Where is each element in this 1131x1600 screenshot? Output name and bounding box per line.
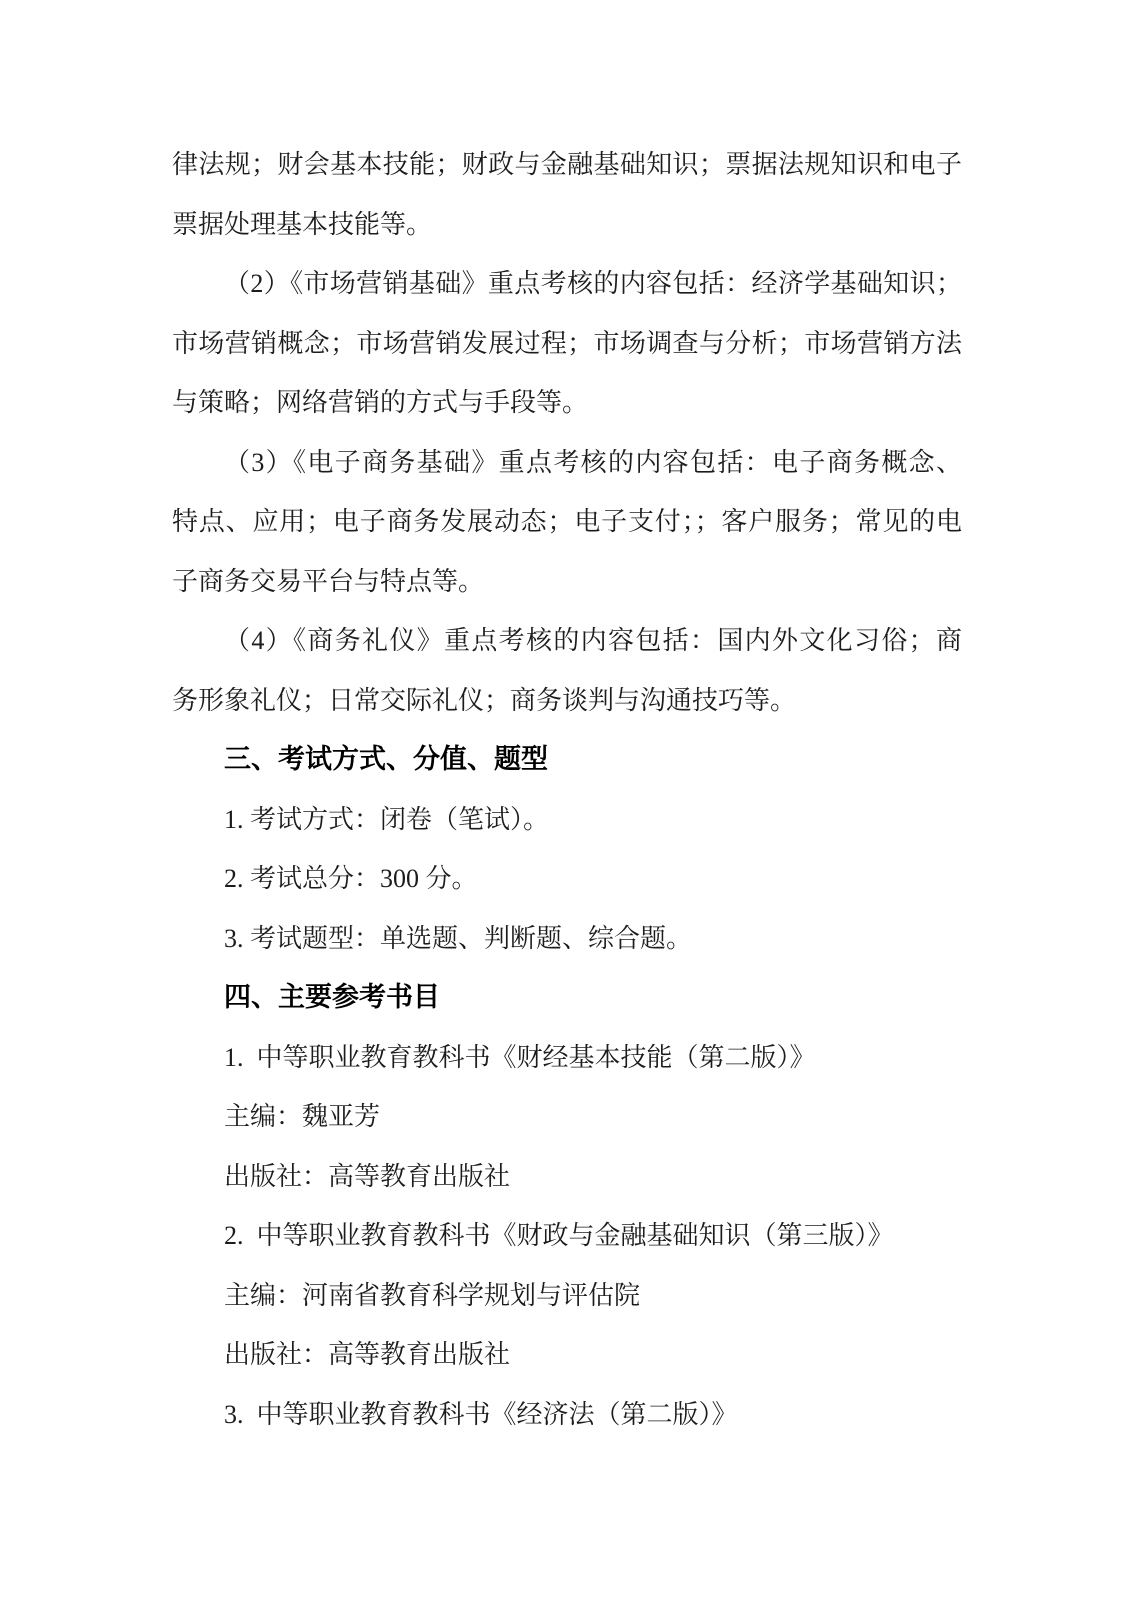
document-line: （4）《商务礼仪》重点考核的内容包括：国内外文化习俗；商 <box>224 626 962 655</box>
document-line: （2）《市场营销基础》重点考核的内容包括：经济学基础知识； <box>224 269 962 298</box>
document-line: 与策略；网络营销的方式与手段等。 <box>172 388 589 417</box>
document-line: 2. 中等职业教育教科书《财政与金融基础知识（第三版）》 <box>224 1221 894 1250</box>
document-content <box>172 135 962 1444</box>
document-line: 3. 中等职业教育教科书《经济法（第二版）》 <box>224 1399 738 1429</box>
document-line: 1. 考试方式：闭卷（笔试）。 <box>224 804 550 834</box>
document-line: 市场营销概念；市场营销发展过程；市场调查与分析；市场营销方法 <box>172 328 962 358</box>
document-line: 主编：魏亚芳 <box>224 1102 381 1131</box>
document-line: （3）《电子商务基础》重点考核的内容包括：电子商务概念、 <box>224 447 962 477</box>
section-heading: 三、考试方式、分值、题型 <box>224 744 548 774</box>
document-line: 1. 中等职业教育教科书《财经基本技能（第二版）》 <box>224 1042 816 1072</box>
document-line: 特点、应用；电子商务发展动态；电子支付；；客户服务；常见的电 <box>172 507 962 536</box>
document-line: 子商务交易平台与特点等。 <box>172 566 485 596</box>
document-line: 律法规；财会基本技能；财政与金融基础知识；票据法规知识和电子 <box>172 150 962 179</box>
document-line: 票据处理基本技能等。 <box>172 209 433 239</box>
document-line: 2. 考试总分：300 分。 <box>224 864 478 893</box>
document-line: 务形象礼仪；日常交际礼仪；商务谈判与沟通技巧等。 <box>172 685 797 715</box>
document-line: 3. 考试题型：单选题、判断题、综合题。 <box>224 923 693 953</box>
document-line: 出版社：高等教育出版社 <box>224 1161 511 1191</box>
document-line: 主编：河南省教育科学规划与评估院 <box>224 1280 641 1310</box>
section-heading: 四、主要参考书目 <box>224 982 440 1012</box>
document-line: 出版社：高等教育出版社 <box>224 1340 511 1369</box>
